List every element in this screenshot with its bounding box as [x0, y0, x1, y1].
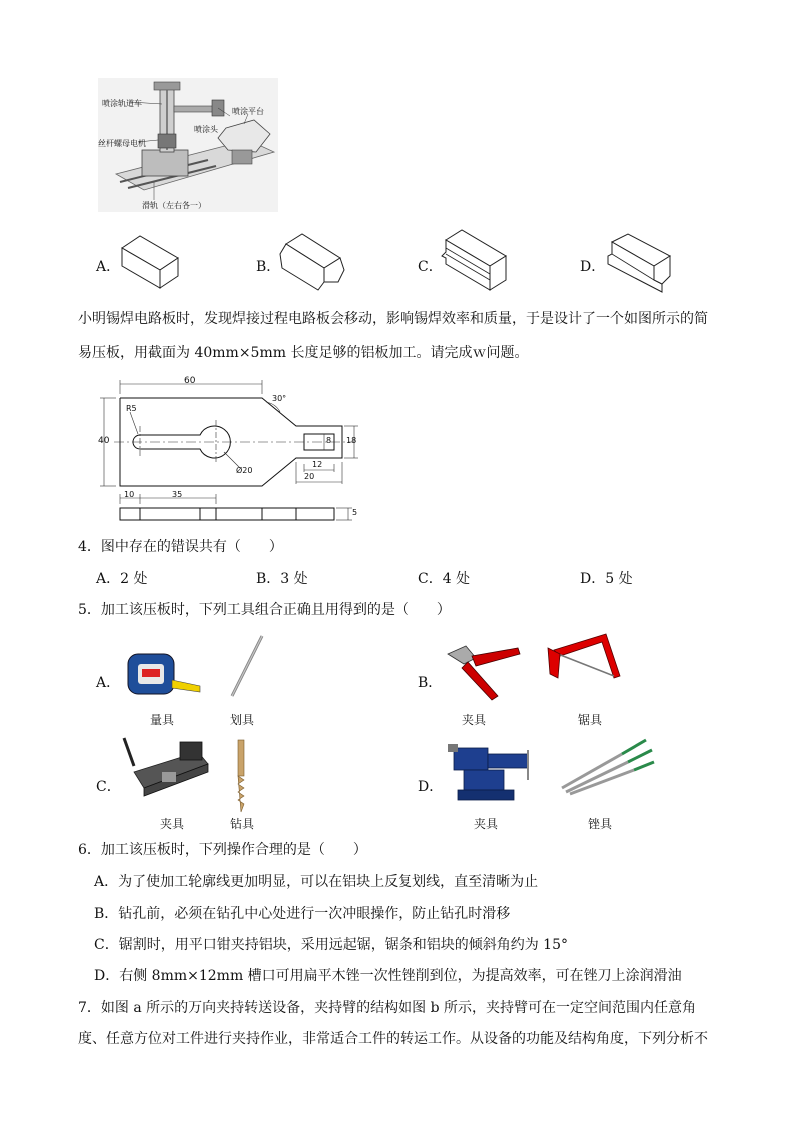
q7-line-1: 7．如图 a 所示的万向夹持转送设备，夹持臂的结构如图 b 所示，夹持臂可在一定空间范围内任意角: [78, 1000, 697, 1016]
q5-b-tool2: 锯具: [578, 713, 603, 727]
chamfered-block-figure: [278, 230, 348, 292]
q3-option-c-figure: [440, 228, 512, 298]
label-spray-head: 喷涂头: [194, 125, 218, 134]
tape-measure-icon: [122, 646, 202, 698]
dim-60: 60: [184, 376, 196, 386]
label-rail: 滑轨（左右各一）: [142, 201, 206, 210]
bench-vise-icon: [444, 740, 544, 804]
technical-drawing-svg: [96, 372, 360, 528]
stepped-block-figure: [604, 230, 678, 294]
grooved-block-figure: [440, 228, 512, 294]
q5-d-tool1: 夹具: [474, 817, 499, 831]
dim-35: 35: [172, 490, 183, 499]
q5-stem: 5．加工该压板时，下列工具组合正确且用得到的是（ ）: [78, 602, 451, 618]
scriber-icon: [226, 632, 270, 702]
files-figure: [556, 736, 656, 800]
drill-press-vise-figure: [120, 736, 212, 810]
intro-line-2: 易压板，用截面为 40mm×5mm 长度足够的铝板加工。请完成ｗ问题。: [78, 345, 529, 361]
q4-option-c: C．4 处: [418, 571, 471, 587]
q5-a-tool2: 划具: [230, 713, 255, 727]
scriber-figure: [226, 632, 270, 706]
files-icon: [556, 736, 656, 796]
dim-10: 10: [124, 490, 135, 499]
q3-option-a-figure: [118, 232, 182, 294]
drill-bit-icon: [232, 736, 250, 816]
q4-stem: 4．图中存在的错误共有（ ）: [78, 539, 283, 555]
q5-b-tool1: 夹具: [462, 713, 487, 727]
locking-pliers-figure: [442, 640, 522, 708]
q5-option-b-label: B．: [418, 675, 443, 691]
q6-option-c: C．锯割时，用平口钳夹持铝块，采用远起锯，锯条和铝块的倾斜角约为 15°: [94, 937, 568, 953]
dim-5: 5: [352, 508, 358, 517]
dim-angle: 30°: [272, 394, 287, 403]
hacksaw-icon: [544, 630, 624, 702]
q5-c-tool2: 钻具: [230, 817, 255, 831]
q3-option-b-figure: [278, 230, 348, 296]
q7-line-2: 度、任意方位对工件进行夹持作业，非常适合工件的转运工作。从设备的功能及结构角度，下列分析不: [78, 1031, 708, 1047]
locking-pliers-icon: [442, 640, 522, 704]
q6-option-b: B．钻孔前，必须在钻孔中心处进行一次冲眼操作，防止钻孔时滑移: [94, 906, 511, 922]
q6-option-d: D．右侧 8mm×12mm 槽口可用扁平木锉一次性锉削到位，为提高效率，可在锉刀上涂润滑油: [94, 968, 682, 984]
dim-12: 12: [312, 460, 323, 469]
label-track-car: 喷涂轨道车: [102, 99, 142, 108]
q5-c-tool1: 夹具: [160, 817, 185, 831]
hacksaw-figure: [544, 630, 624, 706]
q4-option-a: A．2 处: [96, 571, 148, 587]
dim-18: 18: [346, 436, 357, 445]
q4-option-b: B．3 处: [256, 571, 308, 587]
q3-option-c-label: C．: [418, 259, 443, 275]
q6-stem: 6．加工该压板时，下列操作合理的是（ ）: [78, 842, 367, 858]
dim-20: 20: [304, 472, 315, 481]
q4-option-d: D．5 处: [580, 571, 633, 587]
dim-r5: R5: [126, 404, 137, 413]
q5-a-tool1: 量具: [150, 713, 175, 727]
q5-d-tool2: 锉具: [588, 817, 613, 831]
bench-vise-figure: [444, 740, 544, 808]
side-view-outline: [120, 508, 334, 520]
q3-option-a-label: A．: [96, 259, 121, 275]
label-motor: 丝杆螺母电机: [98, 139, 146, 148]
dim-40: 40: [98, 436, 110, 446]
intro-line-1: 小明锡焊电路板时，发现焊接过程电路板会移动，影响锡焊效率和质量，于是设计了一个如图所示的简: [78, 311, 708, 327]
q3-option-b-label: B．: [256, 259, 281, 275]
drill-press-vise-icon: [120, 736, 212, 806]
q3-option-d-figure: [604, 230, 678, 298]
tape-measure-figure: [122, 646, 202, 702]
q6-option-a: A．为了使加工轮廓线更加明显，可以在铝块上反复划线，直至清晰为止: [94, 874, 539, 890]
q5-option-d-label: D．: [418, 779, 444, 795]
dim-8: 8: [326, 436, 332, 445]
q5-option-a-label: A．: [96, 675, 121, 691]
q5-option-c-label: C．: [96, 779, 121, 795]
pressure-plate-drawing: [96, 372, 360, 532]
q3-option-d-label: D．: [580, 259, 606, 275]
label-spray-platform: 喷涂平台: [232, 107, 264, 116]
drill-bit-figure: [232, 736, 250, 820]
dim-phi20: Ø20: [236, 466, 253, 475]
spray-machine-figure: [98, 78, 278, 212]
rect-block-figure: [118, 232, 182, 290]
